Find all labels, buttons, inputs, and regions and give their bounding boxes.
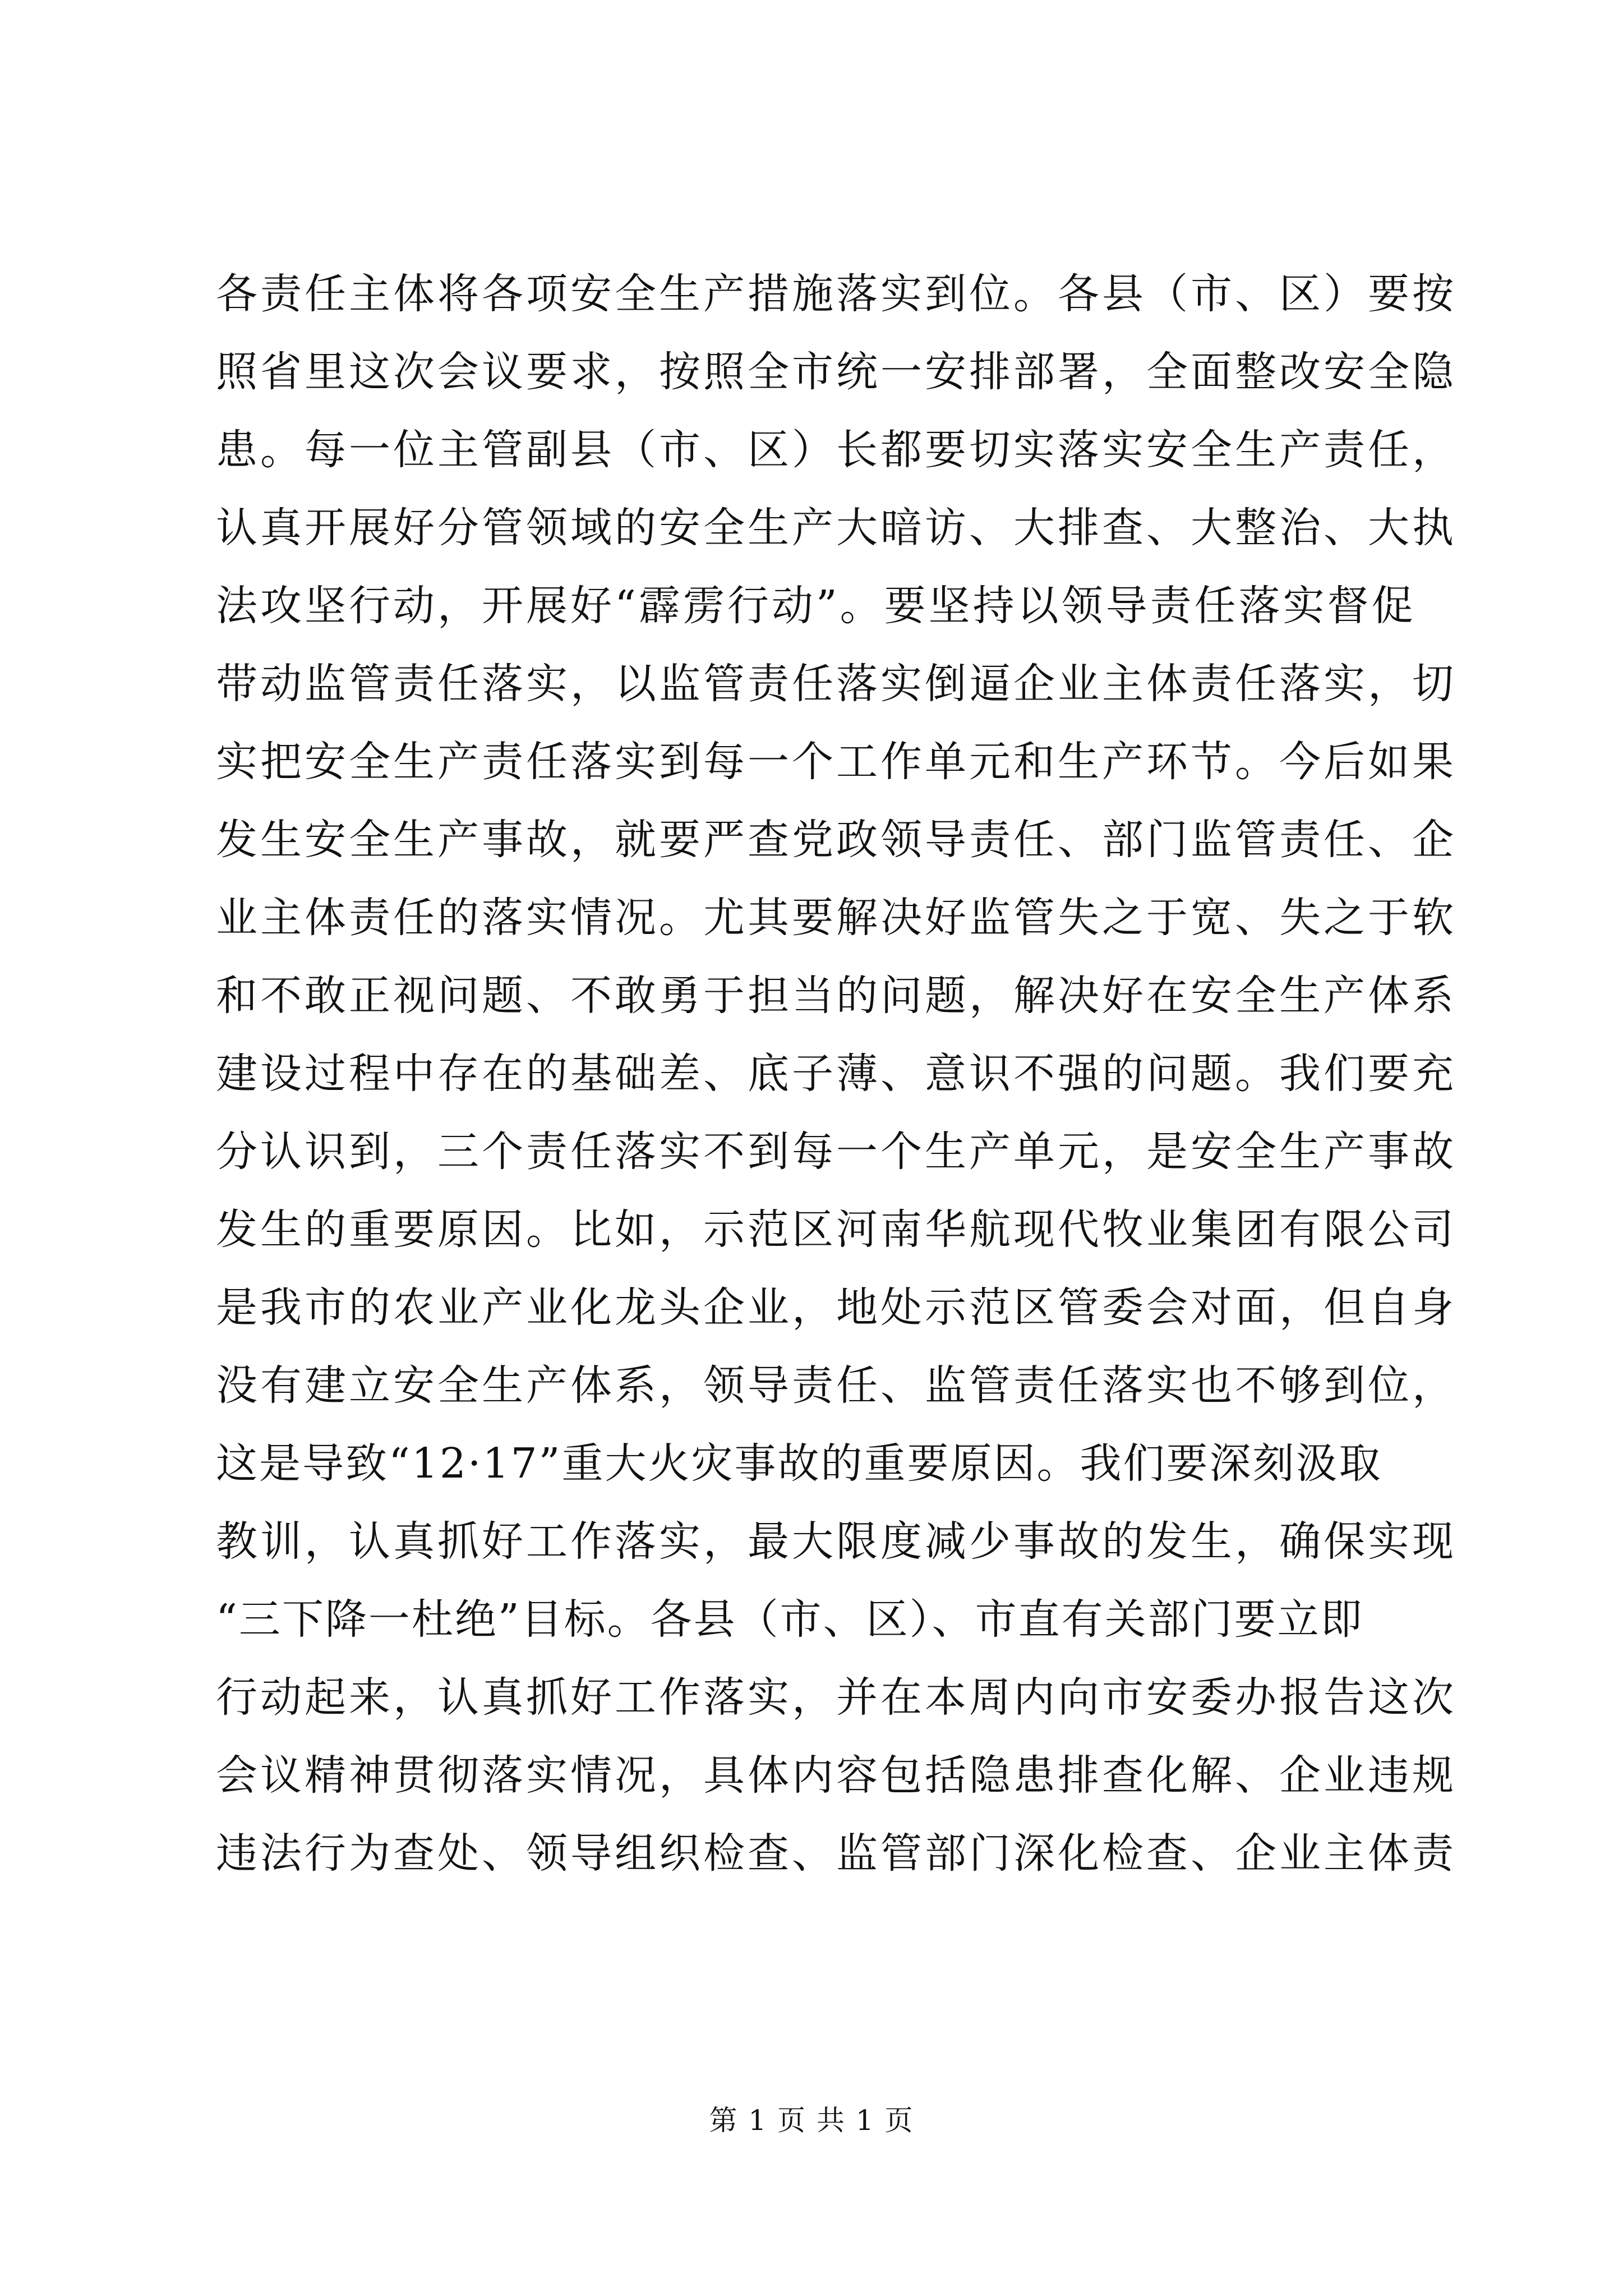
text-line-8: 发生安全生产事故，就要严查党政领导责任、部门监管责任、企 (216, 816, 1456, 864)
text-line-4: 认真开展好分管领域的安全生产大暗访、大排查、大整治、大执 (216, 504, 1456, 552)
text-line-11: 建设过程中存在的基础差、底子薄、意识不强的问题。我们要充 (216, 1050, 1456, 1098)
text-line-9: 业主体责任的落实情况。尤其要解决好监管失之于宽、失之于软 (216, 894, 1456, 942)
text-line-17: 教训，认真抓好工作落实，最大限度减少事故的发生，确保实现 (216, 1517, 1456, 1566)
text-line-5: 法攻坚行动，开展好“霹雳行动”。要坚持以领导责任落实督促 (216, 582, 1416, 630)
text-line-1: 各责任主体将各项安全生产措施落实到位。各县（市、区）要按 (216, 270, 1456, 318)
text-line-19: 行动起来，认真抓好工作落实，并在本周内向市安委办报告这次 (216, 1673, 1456, 1722)
text-line-3: 患。每一位主管副县（市、区）长都要切实落实安全生产责任， (216, 426, 1456, 474)
body-text (216, 255, 1456, 1893)
text-line-10: 和不敢正视问题、不敢勇于担当的问题，解决好在安全生产体系 (216, 972, 1456, 1020)
text-line-16: 这是导致“12·17”重大火灾事故的重要原因。我们要深刻汲取 (216, 1439, 1382, 1488)
text-line-21: 违法行为查处、领导组织检查、监管部门深化检查、企业主体责 (216, 1829, 1456, 1878)
page-number: 第 1 页 共 1 页 (709, 2104, 914, 2137)
text-line-14: 是我市的农业产业化龙头企业，地处示范区管委会对面，但自身 (216, 1283, 1456, 1332)
text-line-20: 会议精神贯彻落实情况，具体内容包括隐患排查化解、企业违规 (216, 1751, 1456, 1800)
text-line-12: 分认识到，三个责任落实不到每一个生产单元，是安全生产事故 (216, 1128, 1456, 1176)
text-line-15: 没有建立安全生产体系，领导责任、监管责任落实也不够到位， (216, 1361, 1456, 1410)
text-line-7: 实把安全生产责任落实到每一个工作单元和生产环节。今后如果 (216, 738, 1456, 786)
text-line-6: 带动监管责任落实，以监管责任落实倒逼企业主体责任落实，切 (216, 660, 1456, 708)
text-line-18: “三下降一杜绝”目标。各县（市、区）、市直有关部门要立即 (216, 1595, 1364, 1644)
text-line-2: 照省里这次会议要求，按照全市统一安排部署，全面整改安全隐 (216, 348, 1456, 396)
text-line-13: 发生的重要原因。比如，示范区河南华航现代牧业集团有限公司 (216, 1205, 1456, 1254)
